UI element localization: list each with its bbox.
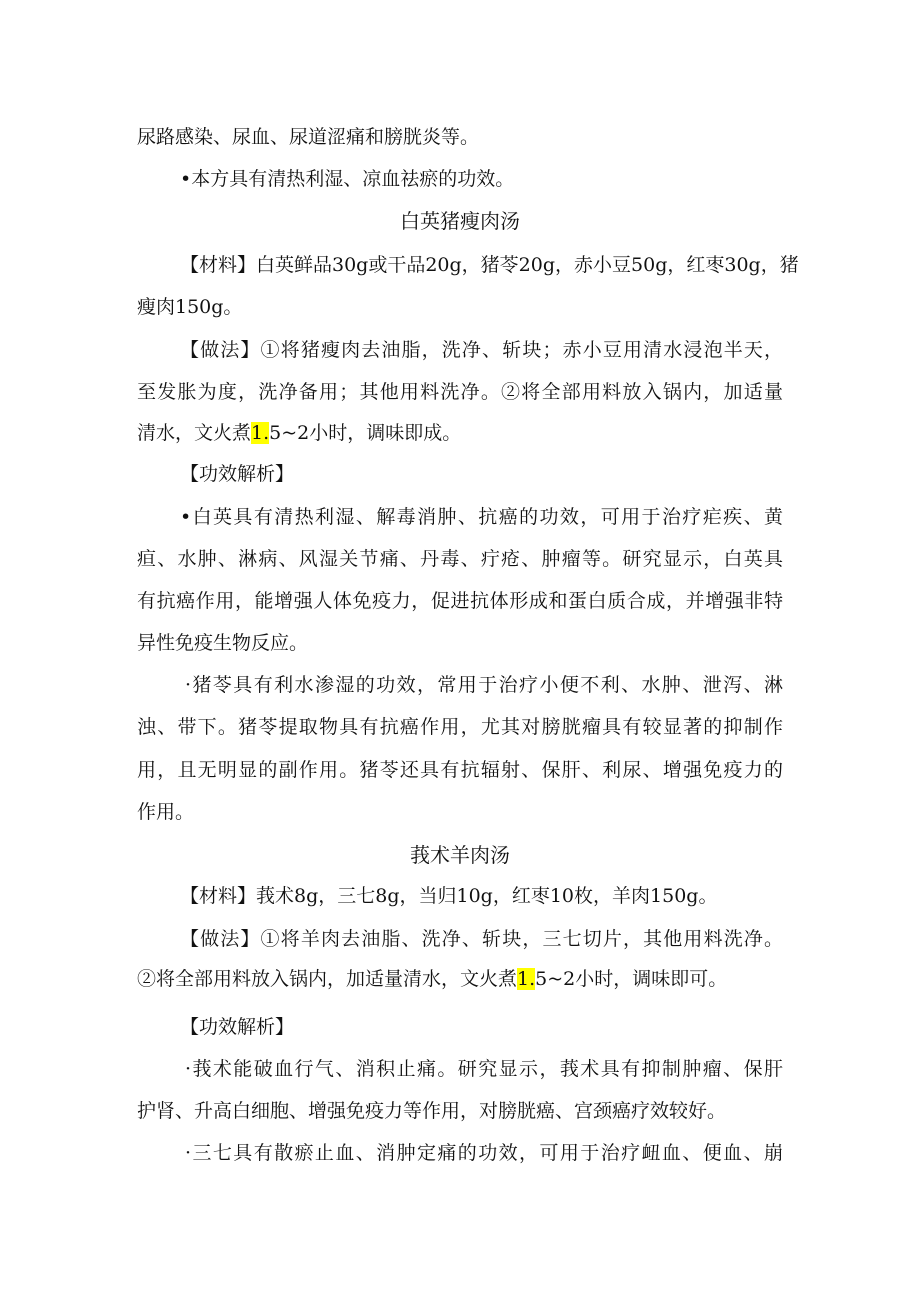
method-line: 【做法】①将羊肉去油脂、洗净、斩块，三七切片，其他用料洗净。: [180, 928, 783, 950]
effect-line: 疸、水肿、淋病、风湿关节痛、丹毒、疔疮、肿瘤等。研究显示，白英具: [137, 548, 783, 570]
section-heading: 【功效解析】: [180, 1016, 295, 1038]
method-line: [137, 422, 920, 444]
method-text: ②将全部用料放入锅内，加适量清水，文火煮: [137, 968, 518, 990]
recipe-title: 白英猪瘦肉汤: [400, 209, 520, 233]
materials-line: 【材料】莪术8g，三七8g，当归10g，红枣10枚，羊肉150g。: [180, 885, 718, 907]
highlighted-text: 1.: [517, 968, 536, 990]
recipe-title: 莪术羊肉汤: [410, 843, 510, 867]
effect-line: •白英具有清热利湿、解毒消肿、抗癌的功效，可用于治疗疟疾、黄: [180, 506, 783, 528]
paragraph-line: •本方具有清热利湿、凉血祛瘀的功效。: [180, 168, 515, 190]
effect-line: ·猪苓具有利水渗湿的功效，常用于治疗小便不利、水肿、泄泻、淋: [185, 674, 783, 696]
effect-line: 浊、带下。猪苓提取物具有抗癌作用，尤其对膀胱瘤具有较显著的抑制作: [137, 716, 783, 738]
effect-line: 有抗癌作用，能增强人体免疫力，促进抗体形成和蛋白质合成，并增强非特: [137, 590, 783, 612]
effect-line: 用，且无明显的副作用。猪苓还具有抗辐射、保肝、利尿、增强免疫力的: [137, 759, 783, 781]
materials-line: 瘦肉150g。: [137, 296, 243, 318]
effect-line: ·莪术能破血行气、消积止痛。研究显示，莪术具有抑制肿瘤、保肝: [185, 1058, 783, 1080]
materials-line: 【材料】白英鲜品30g或干品20g，猪苓20g，赤小豆50g，红枣30g，猪: [180, 254, 799, 276]
effect-line: 护肾、升高白细胞、增强免疫力等作用，对膀胱癌、宫颈癌疗效较好。: [137, 1100, 727, 1122]
method-line: [137, 968, 920, 990]
method-line: 【做法】①将猪瘦肉去油脂，洗净、斩块；赤小豆用清水浸泡半天，: [180, 339, 783, 361]
method-text: 5~2小时，调味即可。: [535, 968, 728, 990]
effect-line: ·三七具有散瘀止血、消肿定痛的功效，可用于治疗衄血、便血、崩: [185, 1142, 783, 1164]
method-text: 清水，文火煮: [137, 422, 252, 444]
effect-line: 异性免疫生物反应。: [137, 632, 309, 654]
highlighted-text: 1.: [251, 422, 270, 444]
method-text: 5~2小时，调味即成。: [269, 422, 462, 444]
method-line: 至发胀为度，洗净备用；其他用料洗净。②将全部用料放入锅内，加适量: [137, 381, 783, 403]
effect-line: 作用。: [137, 801, 195, 823]
section-heading: 【功效解析】: [180, 463, 295, 485]
paragraph-line: 尿路感染、尿血、尿道涩痛和膀胱炎等。: [137, 126, 480, 148]
